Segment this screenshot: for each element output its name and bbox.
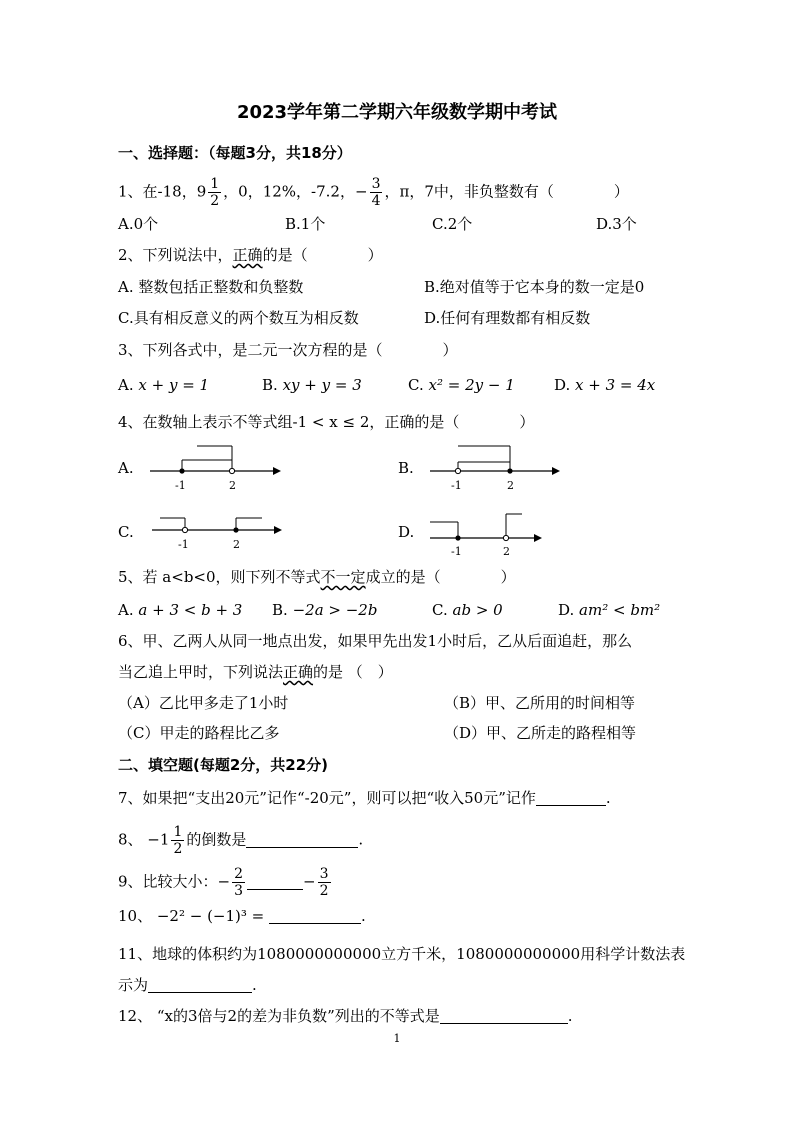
- q3-option-c[interactable]: [408, 375, 515, 395]
- q1-option-d[interactable]: D.3个: [596, 215, 637, 233]
- q2-option-c[interactable]: C.具有相反意义的两个数互为相反数: [118, 309, 359, 327]
- q3-option-d-expr: x + 3 = 4x: [575, 376, 656, 394]
- q1-denominator: 4: [371, 193, 381, 209]
- q1-fraction: [370, 176, 383, 209]
- q6-option-c[interactable]: （C）甲走的路程比乙多: [118, 724, 280, 742]
- q12-answer-blank[interactable]: [440, 1007, 568, 1024]
- q3-option-d-label: D.: [554, 376, 571, 394]
- q6-stem-a: 当乙追上甲时，下列说法: [118, 663, 284, 681]
- q12-prefix: 12、 “x的3倍与2的差为非负数”列出的不等式是: [118, 1007, 440, 1025]
- q8-answer-blank[interactable]: [246, 831, 358, 848]
- q5-option-c-expr: ab > 0: [452, 601, 503, 619]
- q5-option-d[interactable]: [558, 600, 660, 620]
- q1-mixed-fraction: [208, 176, 221, 209]
- q5-option-b-label: B.: [272, 601, 288, 619]
- q1-prefix: 1、在-18，: [118, 182, 197, 201]
- q4-number-line-c: [150, 508, 290, 558]
- q11-answer-blank[interactable]: [148, 976, 252, 993]
- q1-option-c[interactable]: C.2个: [432, 215, 473, 233]
- q9-denominator-2: 2: [319, 883, 329, 899]
- q8-fraction: [171, 824, 184, 857]
- q5-option-b[interactable]: [272, 600, 377, 620]
- question-8: [118, 824, 363, 857]
- q5-option-d-expr: am² < bm²: [579, 601, 661, 619]
- q1-mixed-whole: 9: [196, 182, 207, 201]
- q1-mid: ，0，12%，-7.2，: [223, 182, 355, 201]
- q3-option-b-label: B.: [262, 376, 278, 394]
- q6-option-a[interactable]: （A）乙比甲多走了1小时: [118, 694, 289, 712]
- q8-denominator: 2: [173, 841, 183, 857]
- q9-fraction-1: [232, 866, 245, 899]
- page-title: 2023学年第二学期六年级数学期中考试: [236, 102, 558, 123]
- q8-suffix: 的倒数是: [186, 830, 247, 849]
- q5-stem-a: 5、若 a<b<0，则下列不等式: [118, 568, 321, 586]
- question-12: [118, 1006, 573, 1026]
- q4-option-c-label[interactable]: C.: [118, 523, 134, 541]
- q3-option-c-label: C.: [408, 376, 424, 394]
- q5-emphasis: 不一定: [320, 568, 366, 586]
- q1-numerator: 3: [371, 176, 381, 192]
- q10-answer-blank[interactable]: [269, 907, 361, 924]
- question-6-stem-line-1: 6、甲、乙两人从同一地点出发，如果甲先出发1小时后，乙从后面追赶，那么: [118, 632, 633, 650]
- q9-denominator-1: 3: [234, 883, 244, 899]
- q9-numerator-2: 3: [319, 866, 329, 882]
- q4c-tick-right: 2: [233, 538, 240, 551]
- q3-option-b[interactable]: [262, 375, 362, 395]
- question-9: [118, 866, 333, 899]
- q4a-tick-right: 2: [229, 479, 236, 492]
- q2-emphasis: 正确: [232, 246, 263, 264]
- q3-option-b-expr: xy + y = 3: [282, 376, 362, 394]
- q5-stem-b: 成立的是（ ）: [365, 568, 516, 586]
- q4-option-b-label[interactable]: B.: [398, 459, 414, 477]
- q3-option-a-expr: x + y = 1: [138, 376, 210, 394]
- q2-option-b[interactable]: B.绝对值等于它本身的数一定是0: [424, 278, 645, 296]
- question-6-stem-line-2: [118, 662, 393, 682]
- q2-option-a[interactable]: A. 整数包括正整数和负整数: [118, 278, 304, 296]
- q7-text: 7、如果把“支出20元”记作“-20元”，则可以把“收入50元”记作: [118, 789, 536, 807]
- q2-stem-a: 2、下列说法中，: [118, 246, 233, 264]
- q2-stem-b: 的是（ ）: [262, 246, 383, 264]
- q11-end: .: [252, 976, 257, 994]
- q1-mixed-denominator: 2: [210, 193, 220, 209]
- q5-option-c[interactable]: [432, 600, 503, 620]
- q3-option-a[interactable]: [118, 375, 209, 395]
- question-10: [118, 906, 366, 926]
- q6-emphasis: 正确: [283, 663, 314, 681]
- q9-numerator-1: 2: [234, 866, 244, 882]
- q5-option-c-label: C.: [432, 601, 448, 619]
- q6-option-d[interactable]: （D）甲、乙所走的路程相等: [444, 724, 637, 742]
- q5-option-b-expr: −2a > −2b: [292, 601, 378, 619]
- q5-option-a-expr: a + 3 < b + 3: [138, 601, 243, 619]
- q1-suffix: ，π，7中，非负整数有（ ）: [384, 182, 629, 201]
- q6-option-b[interactable]: （B）甲、乙所用的时间相等: [444, 694, 636, 712]
- q4b-tick-left: -1: [451, 479, 462, 492]
- q6-stem-b: 的是 （ ）: [313, 663, 393, 681]
- q1-mixed-numerator: 1: [210, 176, 220, 192]
- q1-neg-sign: −: [354, 182, 368, 201]
- q1-option-b[interactable]: B.1个: [285, 215, 326, 233]
- q9-neg-sign: −: [303, 872, 316, 891]
- q8-prefix: 8、 −1: [118, 830, 170, 849]
- question-7: [118, 788, 611, 808]
- q3-option-c-expr: x² = 2y − 1: [428, 376, 515, 394]
- q2-option-d[interactable]: D.任何有理数都有相反数: [424, 309, 591, 327]
- q5-option-d-label: D.: [558, 601, 575, 619]
- section-1-heading: 一、选择题：（每题3分，共18分）: [118, 144, 352, 162]
- q4-number-line-d: [428, 508, 568, 560]
- question-3-stem: 3、下列各式中，是二元一次方程的是（ ）: [118, 341, 458, 359]
- q4-number-line-a: [145, 440, 285, 490]
- q4-number-line-b: [428, 440, 568, 490]
- q9-fraction-2: [318, 866, 331, 899]
- question-5-stem: [118, 567, 516, 587]
- q7-answer-blank[interactable]: [536, 789, 606, 806]
- question-4-stem: 4、在数轴上表示不等式组-1 < x ≤ 2，正确的是（ ）: [118, 413, 535, 431]
- q10-prefix: 10、 −2² − (−1)³ =: [118, 907, 270, 925]
- q11-line-2-text: 示为: [118, 976, 149, 994]
- q5-option-a-label: A.: [118, 601, 134, 619]
- q9-answer-blank[interactable]: [247, 873, 303, 890]
- q3-option-d[interactable]: [554, 375, 655, 395]
- q9-prefix: 9、比较大小：−: [118, 872, 231, 891]
- q4b-tick-right: 2: [507, 479, 514, 492]
- question-11-line-1: 11、地球的体积约为1080000000000立方千米，1080000000000用科学计数法表: [118, 945, 686, 963]
- q4d-tick-right: 2: [503, 545, 510, 558]
- question-2-stem: [118, 245, 383, 265]
- q7-end: .: [605, 789, 611, 807]
- q4a-tick-left: -1: [175, 479, 186, 492]
- section-2-heading: 二、填空题(每题2分，共22分): [118, 756, 329, 774]
- q4-option-a-label[interactable]: A.: [118, 459, 134, 477]
- q3-option-a-label: A.: [118, 376, 134, 394]
- question-1-stem: [118, 176, 629, 209]
- page-number: 1: [393, 1032, 401, 1045]
- q10-end: .: [361, 907, 366, 925]
- q8-end: .: [358, 830, 364, 849]
- q4-option-d-label[interactable]: D.: [398, 523, 415, 541]
- q8-numerator: 1: [173, 824, 183, 840]
- q4d-tick-left: -1: [451, 545, 462, 558]
- q1-option-a[interactable]: A.0个: [118, 215, 159, 233]
- q5-option-a[interactable]: [118, 600, 242, 620]
- question-11-line-2: [118, 975, 257, 995]
- q4c-tick-left: -1: [178, 538, 189, 551]
- q12-end: .: [567, 1007, 573, 1025]
